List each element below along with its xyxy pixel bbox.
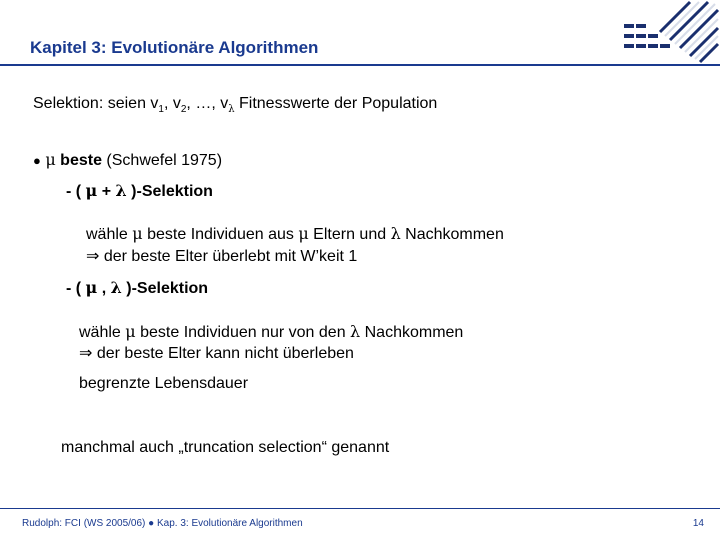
plus-lambda: λ — [115, 181, 127, 200]
comma-line1-lambda: λ — [350, 322, 361, 341]
intro-sub-lambda: λ — [228, 104, 235, 116]
plus-op: + — [97, 183, 116, 200]
plus-line1-d: Nachkommen — [400, 226, 504, 243]
plus-line2-text: der beste Elter überlebt mit W’keit 1 — [99, 248, 358, 265]
bullet-beste: beste — [60, 152, 102, 169]
implies-icon: ⇒ — [79, 345, 93, 362]
bullet-rest: (Schwefel 1975) — [101, 152, 223, 169]
intro-prefix: Selektion: seien v — [33, 95, 159, 112]
plus-prefix: - ( — [66, 183, 86, 200]
intro-suffix: Fitnesswerte der Population — [234, 95, 438, 112]
comma-line-1 — [79, 322, 463, 342]
page-number: 14 — [692, 518, 704, 529]
plus-line-2 — [86, 246, 357, 266]
plus-line-1 — [86, 224, 504, 244]
intro-sep-2: , …, v — [186, 95, 229, 112]
bullet-icon: ● — [33, 153, 41, 168]
comma-note: begrenzte Lebensdauer — [79, 375, 249, 392]
plus-mu: μ — [85, 181, 98, 200]
comma-line1-c: Nachkommen — [360, 324, 464, 341]
bullet-mu: μ — [45, 150, 56, 169]
plus-line1-lambda: λ — [390, 224, 401, 243]
plus-line1-a: wähle — [86, 226, 133, 243]
title-rule — [0, 64, 720, 66]
plus-line1-mu: μ — [132, 224, 143, 243]
comma-mu: μ — [85, 278, 98, 297]
implies-icon: ⇒ — [86, 248, 100, 265]
page-title: Kapitel 3: Evolutionäre Algorithmen — [30, 38, 319, 57]
comma-op: , — [97, 280, 111, 297]
intro-sep-1: , v — [163, 95, 181, 112]
plus-selection-heading — [66, 181, 213, 201]
intro-sub-2: 2 — [180, 104, 187, 116]
intro-line — [33, 95, 437, 115]
comma-line1-b: beste Individuen nur von den — [135, 324, 351, 341]
comma-suffix: )-Selektion — [121, 280, 209, 297]
plus-suffix: )-Selektion — [126, 183, 213, 200]
plus-line1-b: beste Individuen aus — [142, 226, 299, 243]
closing-line: manchmal auch „truncation selection“ genannt — [61, 439, 390, 456]
comma-prefix: - ( — [66, 280, 86, 297]
plus-line1-c: Eltern und — [308, 226, 391, 243]
comma-line1-mu: μ — [125, 322, 136, 341]
bullet-line — [33, 150, 222, 170]
comma-selection-heading — [66, 278, 208, 298]
footer-rule — [0, 508, 720, 509]
university-logo-icon — [620, 0, 720, 66]
plus-line1-mu2: μ — [298, 224, 309, 243]
comma-line2-text: der beste Elter kann nicht überleben — [92, 345, 354, 362]
intro-sub-1: 1 — [158, 104, 164, 116]
footer-text: Rudolph: FCI (WS 2005/06) ● Kap. 3: Evolutionäre Algorithmen — [22, 518, 303, 529]
comma-line-2 — [79, 343, 354, 363]
comma-line1-a: wähle — [79, 324, 126, 341]
comma-lambda: λ — [110, 278, 122, 297]
